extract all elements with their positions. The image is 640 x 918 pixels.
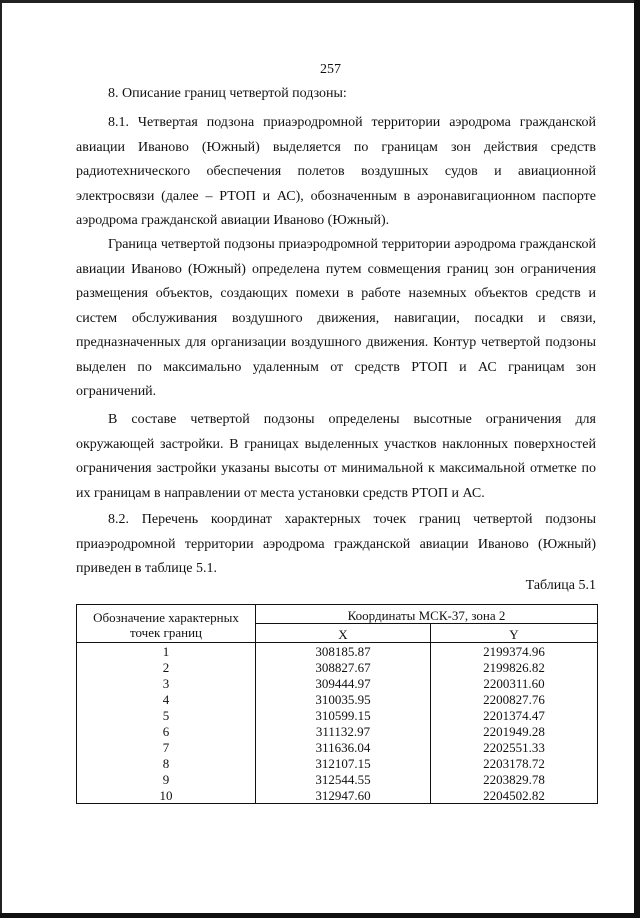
coordinates-table-body <box>77 643 598 804</box>
y-coordinate-cell: 2199826.82 <box>431 659 598 675</box>
table-row <box>77 787 598 804</box>
y-coordinate-cell: 2201374.47 <box>431 707 598 723</box>
page-number: 257 <box>320 62 341 77</box>
y-coordinate-cell: 2204502.82 <box>431 787 598 804</box>
x-coordinate-cell: 312947.60 <box>256 787 431 804</box>
x-coordinate-cell: 312107.15 <box>256 755 431 771</box>
point-number-cell: 8 <box>77 755 256 771</box>
table-row <box>77 723 598 739</box>
y-coordinate-cell: 2200311.60 <box>431 675 598 691</box>
y-coordinate-cell: 2201949.28 <box>431 723 598 739</box>
y-coordinate-cell: 2200827.76 <box>431 691 598 707</box>
coordinates-table <box>76 604 598 804</box>
scan-border-left <box>0 0 2 918</box>
table-row <box>77 691 598 707</box>
point-number-cell: 9 <box>77 771 256 787</box>
y-coordinate-cell: 2202551.33 <box>431 739 598 755</box>
point-number-cell: 3 <box>77 675 256 691</box>
y-coordinate-cell: 2203829.78 <box>431 771 598 787</box>
scan-border-top <box>0 0 640 3</box>
x-coordinate-cell: 310599.15 <box>256 707 431 723</box>
point-number-cell: 4 <box>77 691 256 707</box>
x-coordinate-cell: 311132.97 <box>256 723 431 739</box>
paragraph-border-definition: Граница четвертой подзоны приаэродромной территории аэродрома гражданской авиации Иваново (Южный) определена путем совмещения границ зон ограничения размещения объектов, создающих помехи в работе наземных объектов средств и систем обслуживания воздушного движения, навигации, посадки и связи, предназначенных для организации воздушного движения. Контур четвертой подзоны выделен по максимально удаленным от средств РТОП и АС границам зон ограничений. <box>76 237 596 399</box>
table-row <box>77 675 598 691</box>
header-y: Y <box>431 624 598 643</box>
paragraph-8-2: 8.2. Перечень координат характерных точек границ четвертой подзоны приаэродромной территории аэродрома гражданской авиации Иваново (Южный) приведен в таблице 5.1. <box>76 512 596 576</box>
table-row <box>77 659 598 675</box>
point-number-cell: 5 <box>77 707 256 723</box>
point-number-cell: 6 <box>77 723 256 739</box>
scan-border-bottom <box>0 913 640 918</box>
y-coordinate-cell: 2199374.96 <box>431 643 598 660</box>
header-point-designation: Обозначение характерных точек границ <box>77 605 256 643</box>
y-coordinate-cell: 2203178.72 <box>431 755 598 771</box>
x-coordinate-cell: 312544.55 <box>256 771 431 787</box>
point-number-cell: 7 <box>77 739 256 755</box>
x-coordinate-cell: 310035.95 <box>256 691 431 707</box>
section-heading: 8. Описание границ четвертой подзоны: <box>108 86 347 101</box>
table-caption: Таблица 5.1 <box>525 578 596 593</box>
table-row <box>77 771 598 787</box>
x-coordinate-cell: 308827.67 <box>256 659 431 675</box>
header-x: X <box>256 624 431 643</box>
paragraph-8-1: 8.1. Четвертая подзона приаэродромной территории аэродрома гражданской авиации Иваново (Южный) выделяется по границам зон действия средств радиотехнического обеспечения полетов воздушных судов и авиационной электросвязи (далее – РТОП и АС), обозначенным в аэронавигационном паспорте аэродрома гражданской авиации Иваново (Южный). <box>76 115 596 228</box>
table-row <box>77 707 598 723</box>
point-number-cell: 1 <box>77 643 256 660</box>
x-coordinate-cell: 309444.97 <box>256 675 431 691</box>
table-row <box>77 643 598 660</box>
table-row <box>77 739 598 755</box>
header-coordinates: Координаты МСК-37, зона 2 <box>256 605 598 624</box>
point-number-cell: 10 <box>77 787 256 804</box>
scan-border-right <box>634 0 640 918</box>
x-coordinate-cell: 311636.04 <box>256 739 431 755</box>
paragraph-height-restrictions: В составе четвертой подзоны определены высотные ограничения для окружающей застройки. В границах выделенных участков наклонных поверхностей ограничения застройки указаны высоты от минимальной к максимальной отметке по их границам в направлении от места установки средств РТОП и АС. <box>76 412 596 501</box>
table-row <box>77 755 598 771</box>
x-coordinate-cell: 308185.87 <box>256 643 431 660</box>
point-number-cell: 2 <box>77 659 256 675</box>
